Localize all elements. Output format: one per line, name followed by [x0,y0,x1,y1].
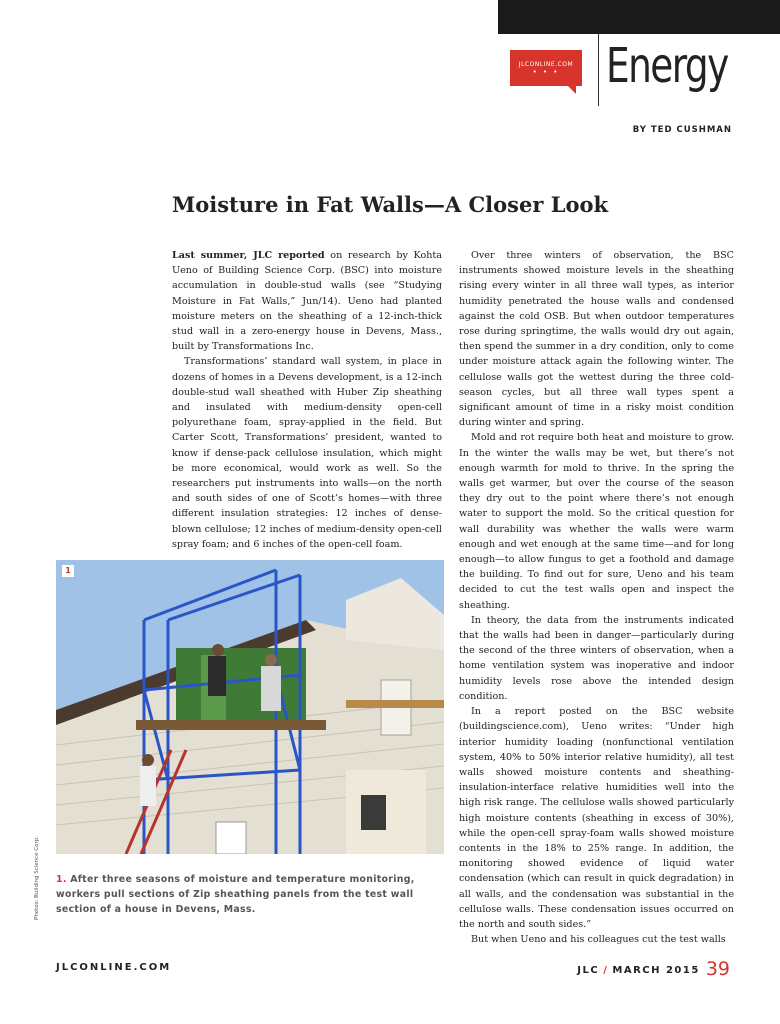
header-bar [498,0,780,34]
paragraph: In theory, the data from the instruments indicated that the walls had been in danger—particularly during the second of the three winters of observation, when a home ventilation system was inoperative and indoor humidity levels rose above the intended design condition. [459,614,734,702]
paragraph: Mold and rot require both heat and moisture to grow. In the winter the walls may be wet, but there’s not enough warmth for mold to thrive. In the spring the walls get warmer, but over the course of the season they dry out to the point where there’s not enough water to support the mold. So the critical question for wall durability was whether the walls were warm enough and wet enough at the same time—and for long enough—to allow fungus to get a foothold and damage the building. To find out for sure, Ueno and his team decided to cut the test walls open and inspect the sheathing. [459,432,734,611]
footer-issue-info [577,958,730,980]
photo-credit: Photos: Building Science Corp. [34,836,40,920]
issue-date: MARCH 2015 [612,965,700,976]
caption-text: After three seasons of moisture and temperature monitoring, workers pull sections of Zip sheathing panels from the test wall section of a house in Devens, Mass. [56,874,415,915]
paragraph [172,248,442,354]
lead-in: Last summer, JLC reported [172,250,325,261]
logo-dots: • • • [532,68,560,76]
paragraph: Over three winters of observation, the BSC instruments showed moisture levels in the sheathing rising every winter in all three wall types, as interior humidity penetrated the house walls and condensed against the cold OSB. But when outdoor temperatures rose during springtime, the walls would dry out again, then spend the summer in a dry condition, only to come under moisture attack again the following winter. The cellulose walls got the wettest during the three cold-season cycles, but all three wall types spent a significant amount of time in a risky moist condition during winter and spring. [459,250,734,429]
paragraph: Transformations’ standard wall system, in place in dozens of homes in a Devens development, is a 12-inch double-stud wall sheathed with Huber Zip sheathing and insulated with medium-density open-cell polyurethane foam, spray-applied in the field. But Carter Scott, Transformations’ president, wanted to know if dense-pack cellulose insulation, which might be more economical, would work as well. So the researchers put instruments into walls—on the north and south sides of one of Scott’s homes—with three different insulation strategies: 12 inches of dense-blown cellulose; 12 inches of medium-density open-cell spray foam; and 6 inches of the open-cell foam. [172,356,442,550]
logo-text: JLCONLINE.COM [518,61,574,68]
article-column-left [172,248,442,552]
footer-website[interactable]: JLCONLINE.COM [56,962,172,973]
article-column-right [459,248,734,947]
byline: BY TED CUSHMAN [632,125,732,135]
footer-separator: / [603,965,609,976]
paragraph: In a report posted on the BSC website (buildingscience.com), Ueno writes: “Under high interior humidity loading (nonfunctional ventilation system, 40% to 50% interior relative humidity), all test walls showed moisture contents and sheathing-insulation-interface relative humidities well into the high risk range. The cellulose walls showed particularly high moisture contents (sheathing in excess of 30%), while the open-cell spray-foam walls showed moisture contents in the 18% to 25% range. In addition, the monitoring showed evidence of liquid water condensation (which can result in quick degradation) in all walls, and the condensation was substantial in the cellulose walls. These condensation issues occurred on the north and south sides.” [459,706,734,930]
figure-number: 1 [62,565,74,577]
house-scaffold-photo [56,560,444,854]
jlc-online-logo[interactable] [510,50,582,86]
paragraph: But when Ueno and his colleagues cut the test walls [471,934,726,946]
photo-illustration [56,560,444,854]
page-number: 39 [705,958,730,980]
figure-caption [56,872,444,917]
paragraph-text: on research by Kohta Ueno of Building Science Corp. (BSC) into moisture accumulation in double-stud walls (see “Studying Moisture in Fat Walls,” Jun/14). Ueno had planted moisture meters on the sheathing of a 12-inch-thick stud wall in a zero-energy house in Devens, Mass., built by Transformations Inc. [172,250,442,353]
section-title: Energy [606,38,728,94]
header-divider [598,34,599,106]
article-headline: Moisture in Fat Walls—A Closer Look [172,192,609,217]
caption-number: 1. [56,874,67,885]
magazine-name: JLC [577,965,600,976]
